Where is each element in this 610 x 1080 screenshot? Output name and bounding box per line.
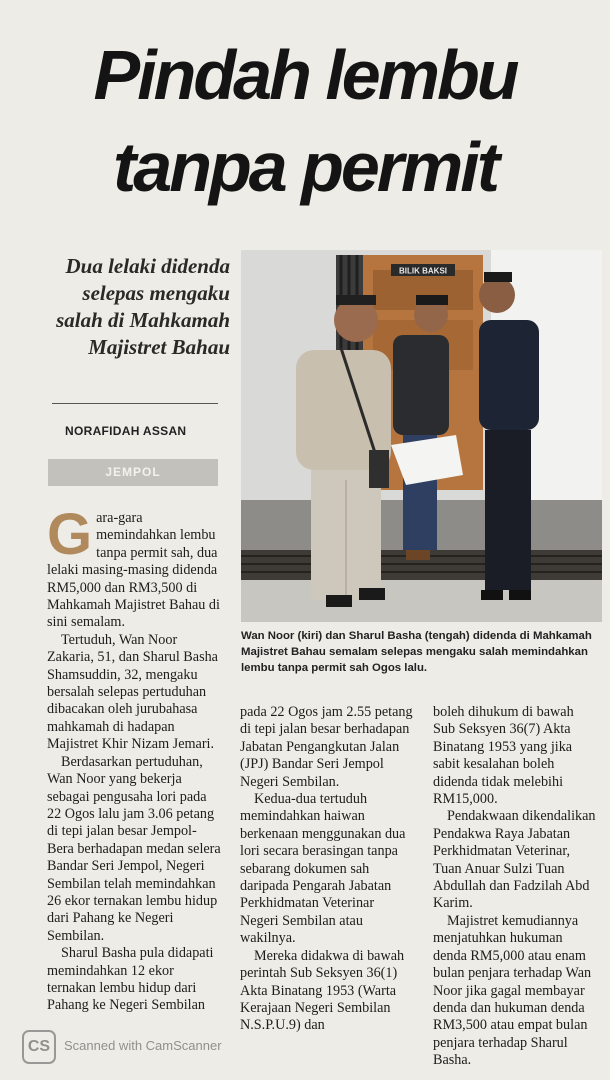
article-paragraph: Sharul Basha pula didapati memindahkan 12 ekor ternakan lembu hidup dari Pahang ke Negeri Sembilan <box>47 945 214 1014</box>
divider <box>52 403 218 404</box>
door-sign: BILIK BAKSI <box>399 266 447 276</box>
court-photo-illustration <box>241 250 602 622</box>
byline: NORAFIDAH ASSAN <box>65 424 187 438</box>
location-kicker: JEMPOL <box>48 459 218 486</box>
article-column-2 <box>240 704 415 1035</box>
standfirst: Dua lelaki didenda selepas mengaku salah di Mahkamah Majistret Bahau <box>56 254 230 359</box>
article-paragraph: Kedua-dua tertuduh memindahkan haiwan berkenaan menggunakan dua lori secara berasingan tanpa sebarang dokumen sah daripada Pengarah Jabatan Perkhidmatan Veterinar Negeri Sembilan atau wakilnya. <box>240 791 406 947</box>
article-paragraph: pada 22 Ogos jam 2.55 petang di tepi jalan besar berhadapan Jabatan Pengangkutan Jalan (JPJ) Bandar Seri Jempol Negeri Sembilan. <box>240 704 413 790</box>
headline-line-2: tanpa permit <box>112 128 498 206</box>
article-paragraph: boleh dihukum di bawah Sub Seksyen 36(7) Akta Binatang 1953 yang jika sabit kesalahan boleh didenda tidak melebihi RM15,000. <box>433 704 574 808</box>
article-paragraph: Majistret kemudiannya menjatuhkan hukuman denda RM5,000 atau enam bulan penjara terhadap Wan Noor jika gagal membayar denda dan hukuman denda RM3,500 atau empat bulan penjara terhadap Sharul Basha. <box>433 912 592 1069</box>
scanner-watermark <box>22 1028 222 1068</box>
news-photo <box>241 250 602 622</box>
drop-cap: G <box>47 502 93 567</box>
article-paragraph: Pendakwaan dikendalikan Pendakwa Raya Jabatan Perkhidmatan Veterinar, Tuan Anuar Sulzi Tuan Abdullah dan Fadzilah Abd Karim. <box>433 808 596 912</box>
paragraph-text: ara-gara memindahkan lembu tanpa permit sah, dua lelaki masing-masing didenda RM5,000 dan RM3,500 di Mahkamah Majistret Bahau di sini semalam. <box>47 510 220 631</box>
article-column-1 <box>47 502 223 1015</box>
article-paragraph: Berdasarkan pertuduhan, Wan Noor yang bekerja sebagai pengusaha lori pada 22 Ogos lalu jam 3.06 petang di tepi jalan besar Jempol-Bera berhadapan medan selera Bandar Seri Jempol, Negeri Sembilan telah memindahkan 26 ekor ternakan lembu hidup dari Pahang ke Negeri Sembilan. <box>47 753 221 944</box>
photo-caption: Wan Noor (kiri) dan Sharul Basha (tengah) didenda di Mahkamah Majistret Bahau semalam selepas mengaku salah memindahkan lembu tanpa permit sah Ogos lalu. <box>241 630 592 674</box>
article-paragraph: Mereka didakwa di bawah perintah Sub Seksyen 36(1) Akta Binatang 1953 (Warta Kerajaan Negeri Sembilan N.S.P.U.9) dan <box>240 947 405 1034</box>
article-paragraph: Tertuduh, Wan Noor Zakaria, 51, dan Sharul Basha Shamsuddin, 32, mengaku bersalah selepas pertuduhan dibacakan oleh jurubahasa mahkamah di hadapan Majistret Khir Nizam Jemari. <box>47 631 218 753</box>
article-paragraph <box>47 502 223 632</box>
headline-line-1: Pindah lembu <box>93 36 517 114</box>
camscanner-logo-icon: CS <box>22 1030 56 1064</box>
article-column-3 <box>433 704 598 1070</box>
watermark-text: Scanned with CamScanner <box>64 1038 222 1053</box>
